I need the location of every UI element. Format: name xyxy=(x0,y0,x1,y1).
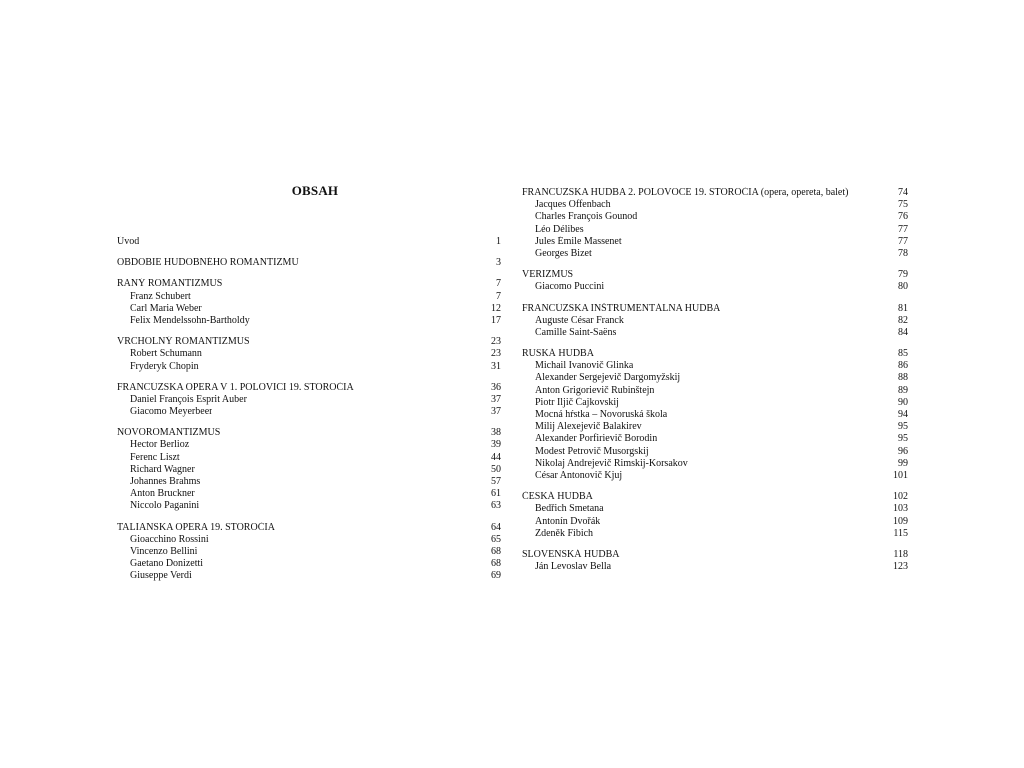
toc-subentry xyxy=(522,470,908,482)
toc-subentry xyxy=(522,199,908,211)
toc-entry-label: Daniel François Esprit Auber xyxy=(130,393,247,405)
toc-page-number: 17 xyxy=(491,314,501,326)
toc-page-number: 68 xyxy=(491,545,501,557)
toc-entry-label: Alexander Porfirievič Borodin xyxy=(535,433,658,445)
toc-subentry xyxy=(522,528,908,540)
toc-entry-label: NOVOROMANTIZMUS xyxy=(117,427,221,439)
toc-subentry xyxy=(522,433,908,445)
toc-subentry xyxy=(117,476,501,488)
toc-subentry xyxy=(522,327,908,339)
toc-entry-label: VERIZMUS xyxy=(522,269,574,281)
toc-subentry xyxy=(117,500,501,512)
toc-section-heading xyxy=(117,522,501,534)
toc-entry-label: ČESKÁ HUDBA xyxy=(522,491,593,503)
toc-entry-label: VRCHOLNÝ ROMANTIZMUS xyxy=(117,336,250,348)
toc-page-number: 63 xyxy=(491,500,501,512)
toc-page-number: 90 xyxy=(898,396,908,408)
toc-entry-label: Gioacchino Rossini xyxy=(130,533,209,545)
toc-page-number: 84 xyxy=(898,326,908,338)
toc-page-number: 94 xyxy=(898,409,908,420)
toc-entry-label: Jules Émile Massenet xyxy=(535,235,622,247)
section-spacer xyxy=(117,248,501,257)
toc-page-number: 37 xyxy=(491,393,501,405)
toc-page-number: 68 xyxy=(491,558,501,570)
toc-subentry xyxy=(522,397,908,409)
page-title: OBSAH xyxy=(291,183,339,198)
toc-subentry xyxy=(117,570,501,582)
toc-entry-label: Johannes Brahms xyxy=(130,476,201,487)
toc-subentry xyxy=(117,315,501,327)
toc-entry-label: Mocná hŕstka – Novoruská škola xyxy=(535,409,668,420)
toc-section-heading xyxy=(117,278,501,290)
toc-page-number: 7 xyxy=(496,278,501,290)
toc-entry-label: Giacomo Meyerbeer xyxy=(130,406,213,418)
toc-page-number: 102 xyxy=(893,491,908,503)
toc-entry-label: Úvod xyxy=(117,236,140,247)
toc-subentry xyxy=(117,488,501,500)
section-spacer xyxy=(117,269,501,278)
toc-section-heading xyxy=(117,336,501,348)
toc-page-number: 79 xyxy=(898,269,908,281)
toc-page-number: 23 xyxy=(491,348,501,360)
toc-entry-label: Camille Saint-Saëns xyxy=(535,326,617,338)
toc-entry-label: Charles François Gounod xyxy=(535,211,638,223)
toc-subentry xyxy=(117,534,501,546)
toc-page-number: 3 xyxy=(496,257,501,269)
toc-entry-label: Milij Alexejevič Balakirev xyxy=(535,421,642,433)
toc-page-number: 44 xyxy=(491,451,501,463)
toc-page-number: 78 xyxy=(898,247,908,259)
toc-subentry xyxy=(522,458,908,470)
toc-page-number: 75 xyxy=(898,199,908,211)
toc-subentry xyxy=(117,546,501,558)
toc-subentry xyxy=(522,409,908,421)
toc-entry-label: Bedřich Smetana xyxy=(535,503,604,515)
toc-section-heading xyxy=(522,269,908,281)
toc-entry-label: Gaetano Donizetti xyxy=(130,558,204,570)
toc-subentry xyxy=(522,385,908,397)
toc-page-number: 76 xyxy=(898,211,908,223)
section-spacer xyxy=(522,482,908,491)
toc-entry-label: FRANCÚZSKA INŠTRUMENTÁLNA HUDBA xyxy=(522,302,721,314)
toc-page-number: 99 xyxy=(898,457,908,469)
toc-entry-label: Nikolaj Andrejevič Rimskij-Korsakov xyxy=(535,457,688,469)
toc-entry-label: Georges Bizet xyxy=(535,247,592,259)
toc-entry-label: Fryderyk Chopin xyxy=(130,360,199,372)
toc-page-number: 86 xyxy=(898,360,908,372)
toc-page-number: 77 xyxy=(898,223,908,235)
toc-subentry xyxy=(117,464,501,476)
toc-section-heading xyxy=(117,236,501,248)
toc-subentry xyxy=(522,503,908,515)
section-spacer xyxy=(522,339,908,348)
toc-entry-label: Ferenc Liszt xyxy=(130,451,180,463)
toc-entry-label: Richard Wagner xyxy=(130,463,195,475)
toc-entry-label: Léo Délibes xyxy=(535,223,584,235)
toc-entry-label: Giuseppe Verdi xyxy=(130,570,192,582)
section-spacer xyxy=(117,513,501,522)
toc-page-number: 65 xyxy=(491,533,501,545)
toc-entry-label: Auguste César Franck xyxy=(535,314,624,326)
toc-page-number: 81 xyxy=(898,302,908,314)
toc-entry-label: Michail Ivanovič Glinka xyxy=(535,360,634,372)
toc-entry-label: Carl Maria Weber xyxy=(130,302,202,314)
section-spacer xyxy=(522,540,908,549)
toc-subentry xyxy=(117,394,501,406)
toc-entry-label: Anton Bruckner xyxy=(130,488,195,500)
toc-entry-label: SLOVENSKÁ HUDBA xyxy=(522,548,620,560)
toc-entry-label: Zdeněk Fibich xyxy=(535,527,594,539)
toc-page-number: 109 xyxy=(893,515,908,527)
toc-page-number: 74 xyxy=(898,187,908,198)
toc-section-heading xyxy=(117,427,501,439)
toc-entry-label: Piotr Iljič Čajkovskij xyxy=(535,396,619,408)
toc-subentry xyxy=(117,439,501,451)
toc-page-number: 64 xyxy=(491,521,501,533)
toc-entry-label: Niccolo Paganini xyxy=(130,500,200,512)
toc-page-number: 77 xyxy=(898,235,908,247)
section-spacer xyxy=(117,327,501,336)
toc-entry-label: Vincenzo Bellini xyxy=(130,545,198,557)
toc-section-heading xyxy=(522,348,908,360)
toc-page-number: 115 xyxy=(893,527,908,539)
toc-subentry xyxy=(522,315,908,327)
toc-entry-label: Alexander Sergejevič Dargomyžskij xyxy=(535,372,681,384)
toc-entry-label: OBDOBIE HUDOBNÉHO ROMANTIZMU xyxy=(117,257,299,269)
toc-page-number: 1 xyxy=(496,236,501,247)
toc-section-heading xyxy=(522,303,908,315)
toc-subentry xyxy=(117,291,501,303)
toc-page-number: 80 xyxy=(898,281,908,293)
toc-entry-label: César Antonovič Kjuj xyxy=(535,469,623,481)
toc-page-number: 101 xyxy=(893,469,908,481)
toc-section-heading xyxy=(522,491,908,503)
toc-subentry xyxy=(522,421,908,433)
toc-entry-label: Hector Berlioz xyxy=(130,439,190,451)
toc-subentry xyxy=(522,446,908,458)
toc-page-number: 7 xyxy=(496,290,501,302)
toc-entry-label: Robert Schumann xyxy=(130,348,202,360)
toc-subentry xyxy=(117,303,501,315)
toc-subentry xyxy=(522,224,908,236)
toc-entry-label: Ján Levoslav Bella xyxy=(535,561,612,573)
toc-page-number: 82 xyxy=(898,314,908,326)
toc-page-number: 61 xyxy=(491,488,501,500)
toc-left-column xyxy=(117,236,501,583)
toc-entry-label: RUSKÁ HUDBA xyxy=(522,348,594,360)
toc-subentry xyxy=(117,406,501,418)
toc-subentry xyxy=(522,281,908,293)
toc-subentry xyxy=(522,211,908,223)
toc-subentry xyxy=(117,558,501,570)
toc-page-number: 39 xyxy=(491,439,501,451)
toc-subentry xyxy=(522,372,908,384)
toc-subentry xyxy=(117,452,501,464)
toc-subentry xyxy=(522,516,908,528)
toc-subentry xyxy=(522,248,908,260)
toc-page-number: 96 xyxy=(898,445,908,457)
toc-entry-label: FRANCÚZSKA HUDBA 2. POLOVOCE 19. STOROČIA (opera, opereta, balet) xyxy=(522,187,849,198)
toc-subentry xyxy=(117,361,501,373)
toc-subentry xyxy=(117,348,501,360)
toc-section-heading xyxy=(117,257,501,269)
toc-entry-label: Franz Schubert xyxy=(130,290,191,302)
toc-page-number: 95 xyxy=(898,421,908,433)
toc-section-heading xyxy=(522,187,908,199)
toc-subentry xyxy=(522,561,908,573)
toc-entry-label: FRANCÚZSKA OPERA V 1. POLOVICI 19. STOROČIA xyxy=(117,381,354,393)
toc-page-number: 89 xyxy=(898,384,908,396)
toc-entry-label: RANÝ ROMANTIZMUS xyxy=(117,278,223,290)
toc-page-number: 38 xyxy=(491,427,501,439)
section-spacer xyxy=(522,294,908,303)
toc-entry-label: TALIANSKA OPERA 19. STOROČIA xyxy=(117,521,275,533)
toc-subentry xyxy=(522,360,908,372)
toc-section-heading xyxy=(117,382,501,394)
toc-page-number: 123 xyxy=(893,561,908,573)
toc-page-number: 57 xyxy=(491,476,501,487)
toc-entry-label: Modest Petrovič Musorgskij xyxy=(535,445,649,457)
toc-entry-label: Felix Mendelssohn-Bartholdy xyxy=(130,314,250,326)
toc-section-heading xyxy=(522,549,908,561)
toc-page-number: 85 xyxy=(898,348,908,360)
toc-page-number: 12 xyxy=(491,302,501,314)
toc-page-number: 36 xyxy=(491,381,501,393)
toc-page-number: 31 xyxy=(491,360,501,372)
toc-page-number: 88 xyxy=(898,372,908,384)
section-spacer xyxy=(522,260,908,269)
toc-page-number: 103 xyxy=(893,503,908,515)
section-spacer xyxy=(117,418,501,427)
toc-page-number: 118 xyxy=(893,548,908,560)
toc-page-number: 23 xyxy=(491,336,501,348)
toc-page-number: 50 xyxy=(491,463,501,475)
toc-page-number: 37 xyxy=(491,406,501,418)
toc-page-number: 95 xyxy=(898,433,908,445)
toc-subentry xyxy=(522,236,908,248)
toc-entry-label: Antonín Dvořák xyxy=(535,515,601,527)
toc-entry-label: Jacques Offenbach xyxy=(535,199,611,211)
toc-page-number: 69 xyxy=(491,570,501,582)
toc-entry-label: Anton Grigorievič Rubinštejn xyxy=(535,384,655,396)
toc-right-column xyxy=(522,187,908,573)
toc-entry-label: Giacomo Puccini xyxy=(535,281,605,293)
section-spacer xyxy=(117,373,501,382)
